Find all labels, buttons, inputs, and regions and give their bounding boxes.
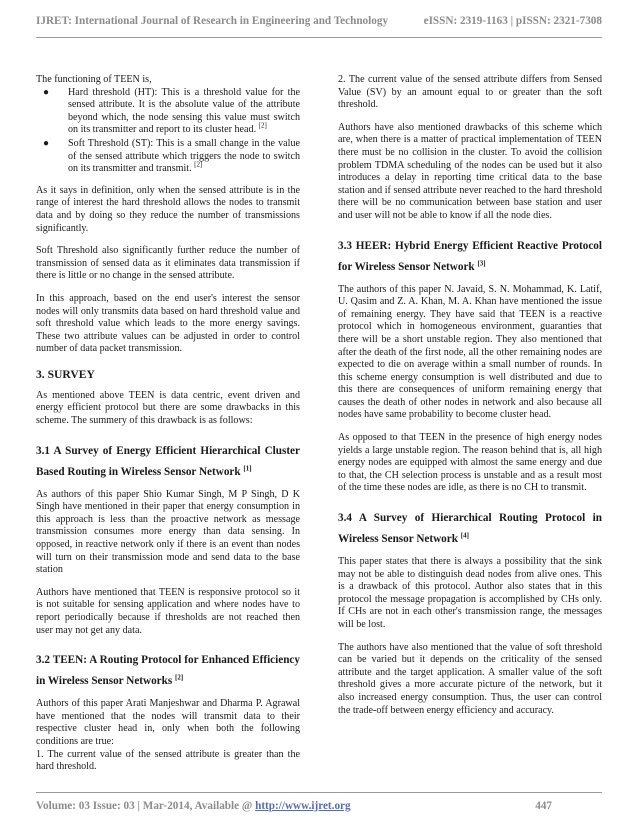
paragraph: Authors have also mentioned drawbacks of this scheme which are, when there is a matter of practical implementation of TEEN there must be no collision in the cluster. To avoid the collision problem TDMA scheduling of the nodes can be used but it also introduces a delay in reporting time critical data to the base station and if sensed attribute never reached to the hard threshold there will be no communication between base station and user and user will not be able to know if all the node dies. <box>338 121 602 221</box>
hard-threshold-text: Hard threshold (HT): This is a threshold value for the sensed attribute. It is the absolute value of the attribute beyond which, the node sensing this value must switch on its transmitter and report to its cluster head. <box>68 86 300 136</box>
subsection-heading-3-1 <box>36 441 300 483</box>
footer-divider <box>36 792 602 793</box>
paragraph: In this approach, based on the end user's interest the sensor nodes will only transmits data based on hard threshold value and soft threshold value which leads to the more energy savings. These two attribute values can be adjusted in order to control number of data packet transmission. <box>36 292 300 355</box>
paragraph: The authors of this paper N. Javaid, S. N. Mohammad, K. Latif, U. Qasim and Z. A. Khan, M. A. Khan have mentioned the issue of remaining energy. They have said that TEEN is a reactive protocol which in homogeneous environment, guaranties that there will be a short unstable region. They also mentioned that after the death of the first node, all the other remaining nodes are expected to die on average within a small number of rounds. In this scheme energy consumption is well distributed and due to this there are consequences of uniform remaining energy that causes the death of other nodes in network and also because all nodes have same probability to become cluster head. <box>338 283 602 421</box>
threshold-list <box>36 87 300 176</box>
subsection-heading-3-3 <box>338 236 602 278</box>
list-item <box>36 138 300 176</box>
paragraph: 2. The current value of the sensed attribute differs from Sensed Value (SV) by an amount equal to or greater than the soft threshold. <box>338 74 602 111</box>
paragraph: As authors of this paper Shio Kumar Singh, M P Singh, D K Singh have mentioned in their paper that energy consumption in this approach is less than the proactive network as message transmission consumes more energy than data sensing. In opposed, in reactive network only if there is an event than nodes will turn on their transmission mode and send data to the base station <box>36 488 300 576</box>
heading-text: 3.4 A Survey of Hierarchical Routing Protocol in Wireless Sensor Network <box>338 512 602 546</box>
teen-intro: The functioning of TEEN is, <box>36 74 152 85</box>
journal-link[interactable]: http://www.ijret.org <box>255 800 351 812</box>
right-column <box>338 74 602 727</box>
paragraph: Authors have mentioned that TEEN is responsive protocol so it is not suitable for sensing application and where nodes have to report periodically because if thresholds are not reached then user may not get any data. <box>36 586 300 636</box>
bullet-icon: ● <box>43 137 50 149</box>
journal-title: IJRET: International Journal of Research in Engineering and Technology <box>36 15 389 27</box>
soft-threshold-text: Soft Threshold (ST): This is a small change in the value of the sensed attribute which triggers the node to switch on its transmitter and transmit. <box>68 137 300 175</box>
header-divider <box>36 37 602 38</box>
paragraph: Soft Threshold also significantly further reduce the number of transmission of sensed data as it eliminates data transmission if there is little or no change in the sensed attribute. <box>36 245 300 282</box>
subsection-heading-3-4 <box>338 508 602 550</box>
left-column <box>36 74 300 784</box>
citation-ref: [1] <box>243 463 252 472</box>
volume-info <box>36 800 351 812</box>
volume-text: Volume: 03 Issue: 03 | Mar-2014, Available @ <box>36 800 256 812</box>
subsection-heading-3-2 <box>36 650 300 692</box>
heading-text: 3.3 HEER: Hybrid Energy Efficient Reactive Protocol for Wireless Sensor Network <box>338 239 602 273</box>
issn-numbers: eISSN: 2319-1163 | pISSN: 2321-7308 <box>423 15 602 27</box>
list-item <box>36 87 300 137</box>
heading-text: 3.1 A Survey of Energy Efficient Hierarchical Cluster Based Routing in Wireless Sensor Network <box>36 444 300 478</box>
citation-ref: [3] <box>477 258 486 267</box>
paragraph: The authors have also mentioned that the value of soft threshold can be varied but it depends on the criticality of the sensed attribute and the target application. A smaller value of the soft threshold gives a more accurate picture of the network, but it also increased energy consumption. Thus, the user can control the trade-off between energy efficiency and accuracy. <box>338 641 602 716</box>
page-header <box>36 12 602 32</box>
page-number: 447 <box>535 800 552 812</box>
paragraph: As opposed to that TEEN in the presence of high energy nodes yields a large unstable region. The reason behind that is, all high energy nodes are equipped with almost the same energy and due to that, the CH selection process is unstable and as a result most of the time these nodes are idle, as there is no CH to transmit. <box>338 432 602 494</box>
paragraph: Authors of this paper Arati Manjeshwar and Dharma P. Agrawal have mentioned that the nodes will transmit data to their respective cluster head in, only when both the following conditions are true: <box>36 698 300 747</box>
paragraph: This paper states that there is always a possibility that the sink may not be able to distinguish dead nodes from alive ones. This is a drawback of this protocol. Author also states that in this protocol the message propagation is accomplished by CHs only. If CHs are not in each other's transmission range, the messages will be lost. <box>338 556 602 630</box>
section-heading-survey: 3. SURVEY <box>36 367 95 381</box>
paragraph: As it says in definition, only when the sensed attribute is in the range of interest the hard threshold allows the nodes to transmit data and by doing so they reduce the number of transmissions significantly. <box>36 184 300 234</box>
citation-ref: [4] <box>460 531 469 540</box>
heading-text: 3.2 TEEN: A Routing Protocol for Enhanced Efficiency in Wireless Sensor Networks <box>36 654 300 688</box>
paragraph: 1. The current value of the sensed attribute is greater than the hard threshold. <box>36 748 300 773</box>
bullet-icon: ● <box>43 86 50 98</box>
paragraph: As mentioned above TEEN is data centric, event driven and energy efficient protocol but there are some drawbacks in this scheme. The summery of this drawback is as follows: <box>36 389 300 427</box>
citation-ref: [2] <box>194 160 203 169</box>
citation-ref: [2] <box>258 122 267 131</box>
citation-ref: [2] <box>175 673 184 682</box>
